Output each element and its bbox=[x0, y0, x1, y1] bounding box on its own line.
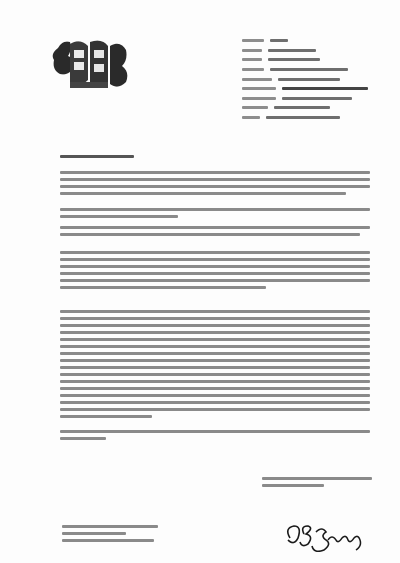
handwritten-signature bbox=[282, 520, 372, 552]
greeting-line bbox=[60, 155, 134, 158]
coat-of-arms-logo bbox=[52, 38, 144, 92]
letter-header-block bbox=[242, 36, 392, 122]
